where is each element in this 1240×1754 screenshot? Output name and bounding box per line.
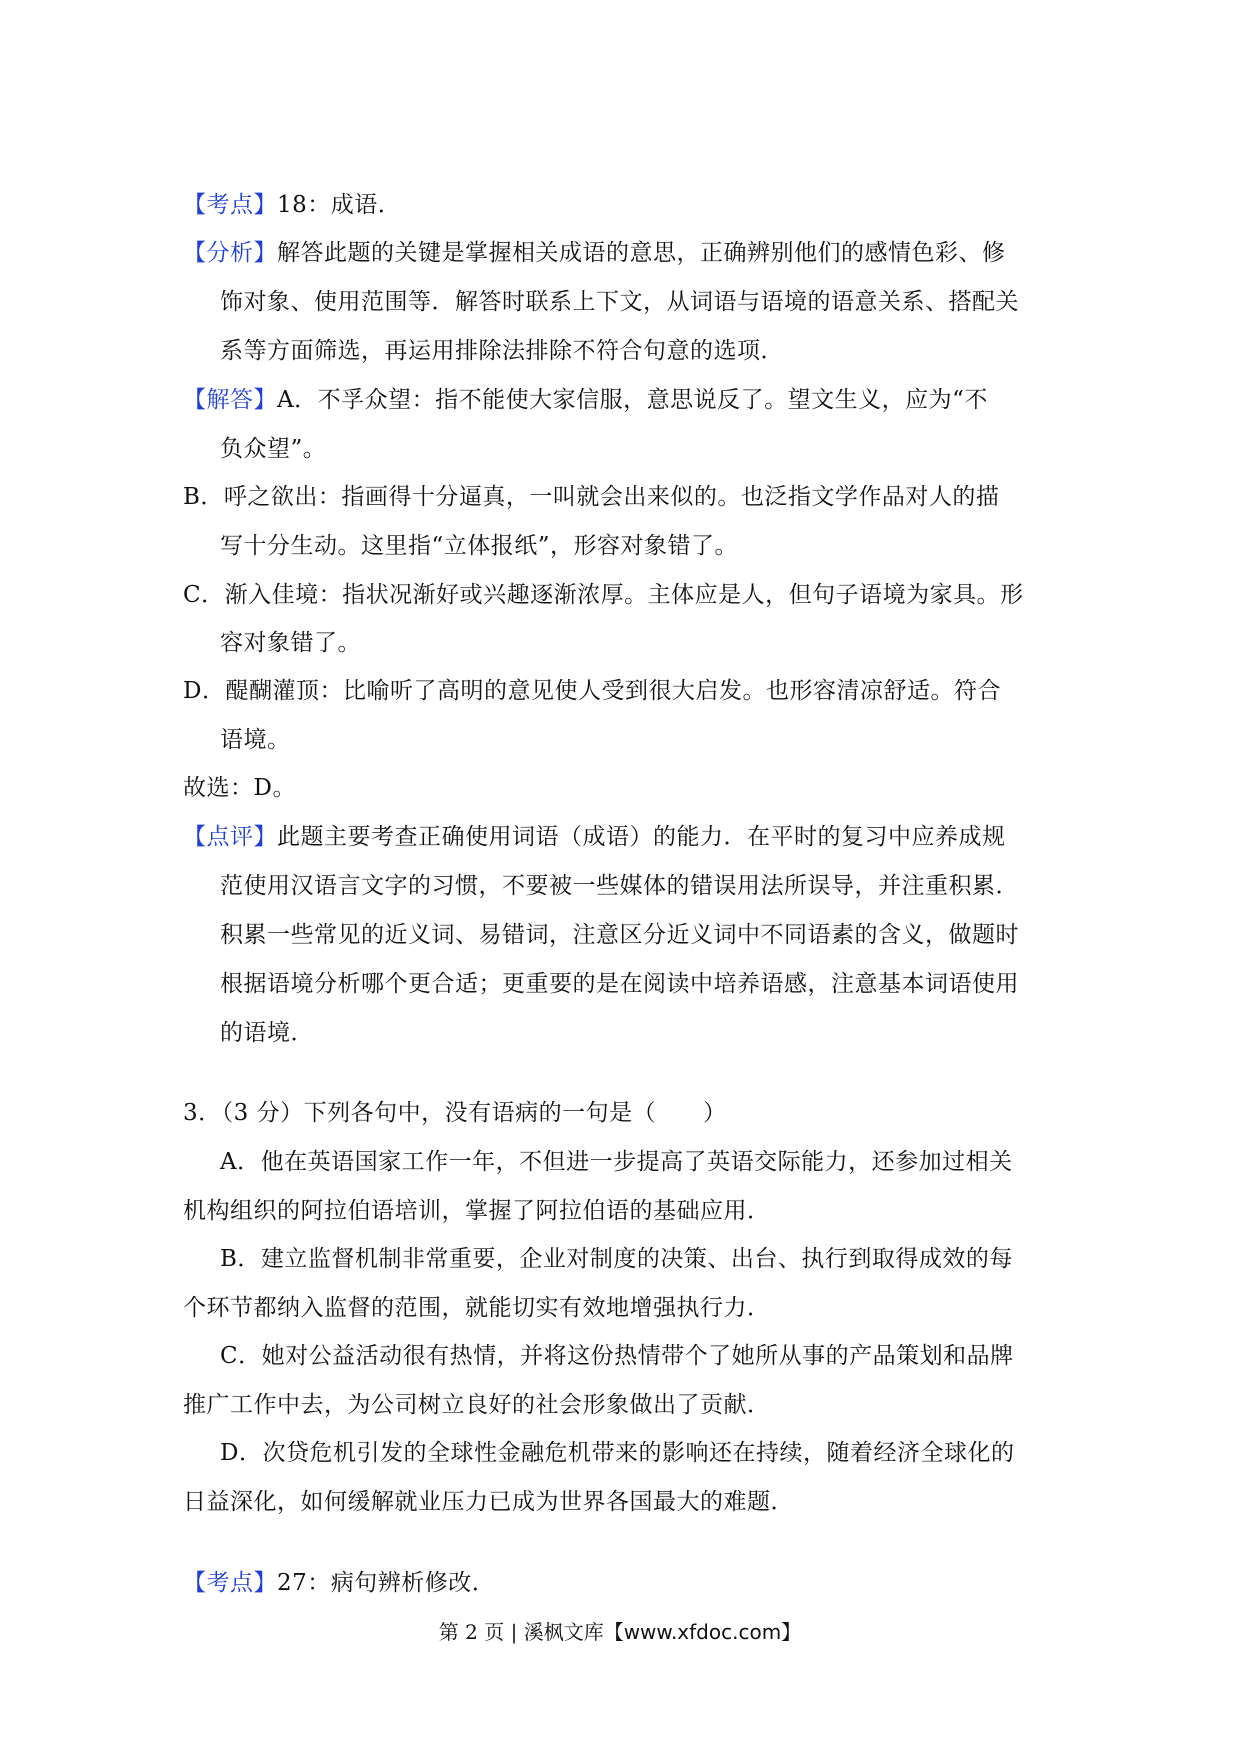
jieda-line-1 [183, 385, 988, 415]
dianping-text-1: 此题主要考查正确使用词语（成语）的能力．在平时的复习中应养成规 [277, 824, 1006, 850]
q3-option-b-line-1: B．建立监督机制非常重要，企业对制度的决策、出台、执行到取得成效的每 [220, 1246, 1013, 1272]
q3-option-a-line-2: 机构组织的阿拉伯语培训，掌握了阿拉伯语的基础应用． [183, 1198, 771, 1224]
dianping-line-1 [183, 822, 1006, 852]
dianping-line-2: 范使用汉语言文字的习惯，不要被一些媒体的错误用法所误导，并注重积累． [220, 873, 1019, 899]
q3-option-c-line-1: C．她对公益活动很有热情，并将这份热情带个了她所从事的产品策划和品牌 [220, 1343, 1014, 1369]
page-footer [0, 1618, 1240, 1646]
kaodian-line [183, 190, 401, 220]
kaodian-tag-2: 【考点】 [183, 1570, 277, 1596]
q3-option-b-line-2: 个环节都纳入监督的范围，就能切实有效地增强执行力． [183, 1295, 771, 1321]
footer-page-number: 第 2 页 [438, 1620, 505, 1644]
option-d-line-2: 语境。 [220, 727, 291, 753]
question-3-stem: 3．（3 分）下列各句中，没有语病的一句是（ ） [183, 1100, 727, 1126]
dianping-line-5: 的语境． [220, 1020, 314, 1046]
q3-option-d-line-1: D．次贷危机引发的全球性金融危机带来的影响还在持续，随着经济全球化的 [220, 1440, 1015, 1466]
q3-option-c-line-2: 推广工作中去，为公司树立良好的社会形象做出了贡献． [183, 1392, 771, 1418]
option-c-line-2: 容对象错了。 [220, 630, 361, 656]
jieda-tag: 【解答】 [183, 387, 277, 413]
fenxi-line-3: 系等方面筛选，再运用排除法排除不符合句意的选项． [220, 338, 784, 364]
fenxi-line-1 [183, 238, 1006, 268]
footer-site-link[interactable]: 【www.xfdoc.com】 [603, 1620, 802, 1644]
dianping-line-3: 积累一些常见的近义词、易错词，注意区分近义词中不同语素的含义，做题时 [220, 922, 1019, 948]
kaodian-line-2 [183, 1568, 495, 1598]
fenxi-line-2: 饰对象、使用范围等．解答时联系上下文，从词语与语境的语意关系、搭配关 [220, 289, 1019, 315]
dianping-line-4: 根据语境分析哪个更合适；更重要的是在阅读中培养语感，注意基本词语使用 [220, 971, 1019, 997]
q3-option-d-line-2: 日益深化，如何缓解就业压力已成为世界各国最大的难题． [183, 1489, 794, 1515]
footer-separator: | [504, 1620, 524, 1644]
answer-line: 故选：D。 [183, 775, 296, 801]
option-c-line-1: C．渐入佳境：指状况渐好或兴趣逐渐浓厚。主体应是人，但句子语境为家具。形 [183, 582, 1024, 608]
footer-library-name: 溪枫文库 [523, 1620, 604, 1644]
fenxi-tag: 【分析】 [183, 240, 277, 266]
option-d-line-1: D．醍醐灌顶：比喻听了高明的意见使人受到很大启发。也形容清凉舒适。符合 [183, 678, 1001, 704]
jieda-text-1: A．不孚众望：指不能使大家信服，意思说反了。望文生义，应为“不 [277, 387, 988, 413]
kaodian-text-2: 27：病句辨析修改． [277, 1570, 496, 1596]
jieda-line-2: 负众望”。 [220, 436, 327, 462]
kaodian-tag: 【考点】 [183, 192, 277, 218]
q3-option-a-line-1: A．他在英语国家工作一年，不但进一步提高了英语交际能力，还参加过相关 [220, 1149, 1013, 1175]
dianping-tag: 【点评】 [183, 824, 277, 850]
kaodian-text: 18：成语． [277, 192, 402, 218]
option-b-line-1: B．呼之欲出：指画得十分逼真，一叫就会出来似的。也泛指文学作品对人的描 [183, 484, 1000, 510]
option-b-line-2: 写十分生动。这里指“立体报纸”，形容对象错了。 [220, 533, 739, 559]
fenxi-text-1: 解答此题的关键是掌握相关成语的意思，正确辨别他们的感情色彩、修 [277, 240, 1006, 266]
